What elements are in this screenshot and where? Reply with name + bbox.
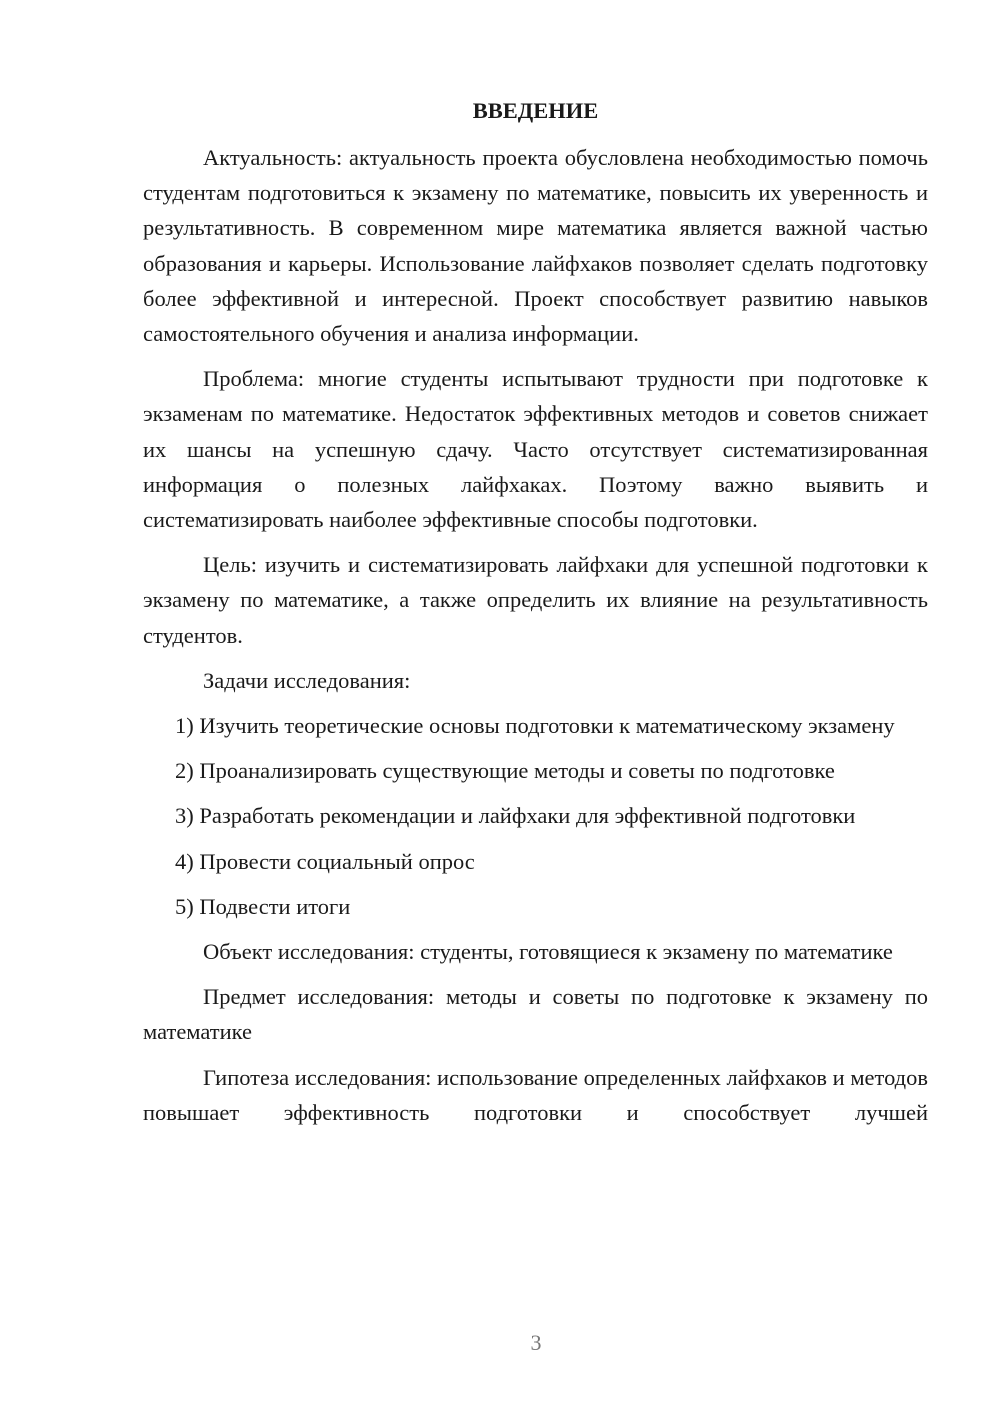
hypothesis-paragraph: Гипотеза исследования: использование определенных лайфхаков и методов повышает эффективность подготовки и способствует лучшей bbox=[143, 1064, 928, 1125]
goal-paragraph: Цель: изучить и систематизировать лайфхаки для успешной подготовки к экзамену по математике, а также определить их влияние на результативность студентов. bbox=[143, 552, 928, 648]
section-heading: ВВЕДЕНИЕ bbox=[472, 98, 599, 123]
task-item-1: 1) Изучить теоретические основы подготовки к математическому экзамену bbox=[175, 713, 895, 739]
task-item-5: 5) Подвести итоги bbox=[175, 893, 351, 919]
document-page bbox=[143, 96, 928, 1130]
task-item-3: 3) Разработать рекомендации и лайфхаки для эффективной подготовки bbox=[175, 803, 856, 829]
task-item-4: 4) Провести социальный опрос bbox=[175, 848, 475, 874]
object-paragraph: Объект исследования: студенты, готовящиеся к экзамену по математике bbox=[203, 939, 893, 965]
subject-paragraph: Предмет исследования: методы и советы по подготовке к экзамену по математике bbox=[143, 984, 928, 1045]
task-item-2: 2) Проанализировать существующие методы и советы по подготовке bbox=[175, 758, 835, 784]
problem-paragraph: Проблема: многие студенты испытывают трудности при подготовке к экзаменам по математике. Недостаток эффективных методов и советов снижает их шансы на успешную сдачу. Часто отсутствует систематизированная информация о полезных лайфхаках. Поэтому важно выявить и систематизировать наиболее эффективные способы подготовки. bbox=[143, 366, 928, 533]
page-number: 3 bbox=[530, 1330, 542, 1355]
tasks-heading: Задачи исследования: bbox=[203, 667, 411, 693]
relevance-paragraph: Актуальность: актуальность проекта обусловлена необходимостью помочь студентам подготовиться к экзамену по математике, повысить их уверенность и результативность. В современном мире математика является важной частью образования и карьеры. Использование лайфхаков позволяет сделать подготовку более эффективной и интересной. Проект способствует развитию навыков самостоятельного обучения и анализа информации. bbox=[143, 145, 928, 347]
